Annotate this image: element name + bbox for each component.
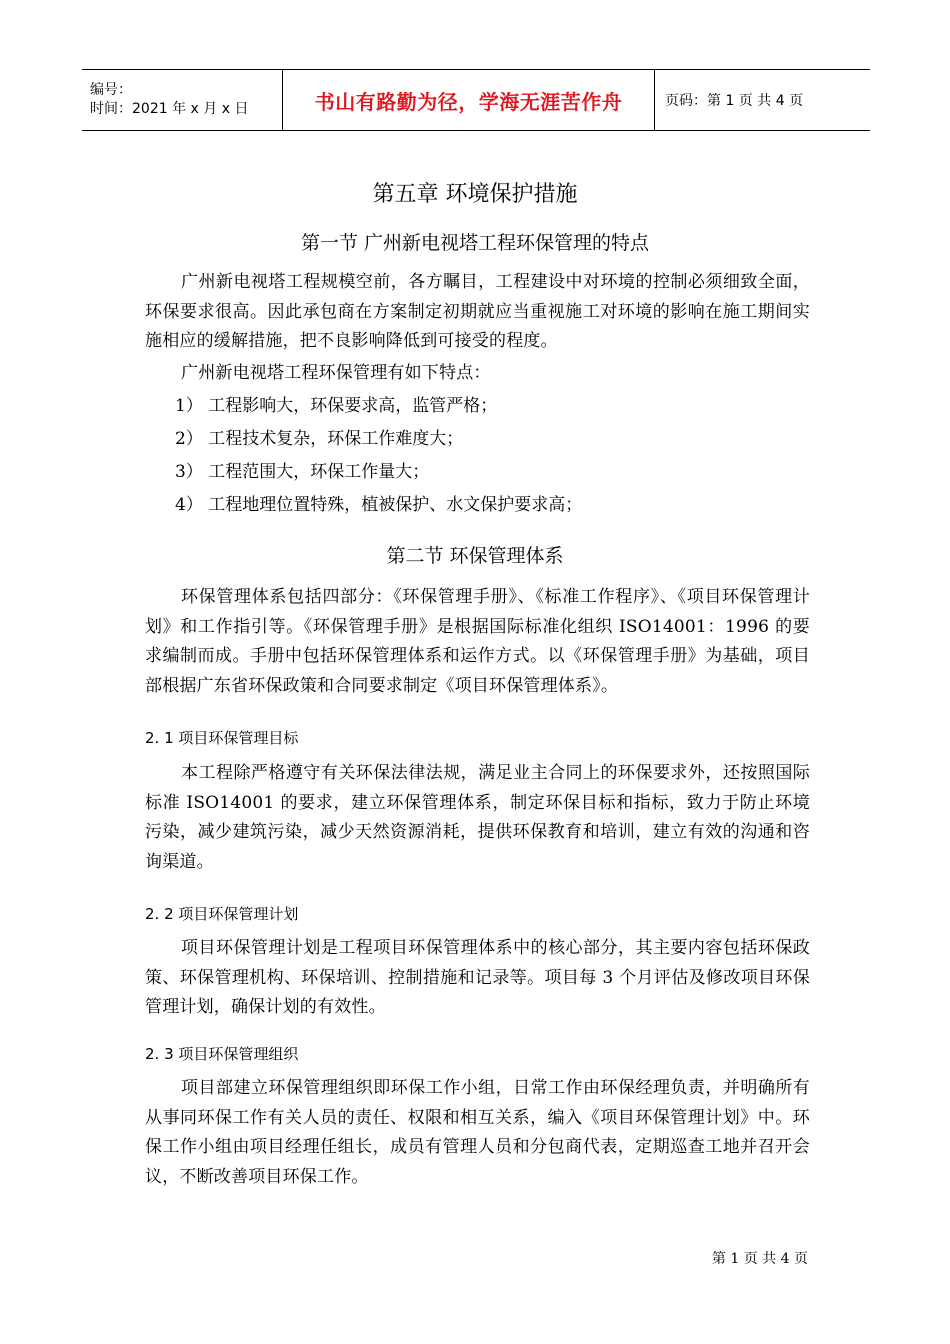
list-item: 2） 工程技术复杂，环保工作难度大； <box>175 428 464 449</box>
page-footer: 第 1 页 共 4 页 <box>711 1251 808 1267</box>
section2-paragraph-2: 本工程除严格遵守有关环保法律法规，满足业主合同上的环保要求外，还按照国际标准 ISO14001 的要求，建立环保管理体系，制定环保目标和指标，致力于防止环境污染，减少建筑污染，减少天然资源消耗，提供环保教育和培训，建立有效的沟通和咨询渠道。 <box>145 763 810 872</box>
section2-body <box>145 583 810 701</box>
header-page-cell <box>655 70 870 130</box>
list-item: 3） 工程范围大，环保工作量大； <box>175 461 430 482</box>
section2-paragraph-1: 环保管理体系包括四部分：《环保管理手册》、《标准工作程序》、《项目环保管理计划》和工作指引等。《环保管理手册》是根据国际标准化组织 ISO14001：1996 的要求编制而成。手册中包括环保管理体系和运作方式。以《环保管理手册》为基础，项目部根据广东省环保政策和合同要求制定《项目环保管理体系》。 <box>145 587 810 696</box>
section2-heading: 第二节 环保管理体系 <box>386 545 564 567</box>
subsection-2-2-body <box>145 934 810 1023</box>
header-motto: 书山有路勤为径，学海无涯苦作舟 <box>314 89 623 114</box>
list-item: 1） 工程影响大，环保要求高，监管严格； <box>175 395 498 416</box>
section1-paragraph-1: 广州新电视塔工程规模空前，各方瞩目，工程建设中对环境的控制必须细致全面，环保要求很高。因此承包商在方案制定初期就应当重视施工对环境的影响在施工期间实施相应的缓解措施，把不良影响降低到可接受的程度。 <box>145 272 810 351</box>
document-number-label: 编号： <box>90 82 132 98</box>
subsection-2-3-body <box>145 1074 810 1192</box>
subsection-2-1-heading: 2. 1 项目环保管理目标 <box>145 729 299 747</box>
section1-body <box>145 268 810 522</box>
header-left-cell <box>82 70 282 130</box>
chapter-title: 第五章 环境保护措施 <box>372 182 578 207</box>
page-header <box>82 69 870 131</box>
section2-paragraph-3: 项目环保管理计划是工程项目环保管理体系中的核心部分，其主要内容包括环保政策、环保管理机构、环保培训、控制措施和记录等。项目每 3 个月评估及修改项目环保管理计划，确保计划的有效性。 <box>145 938 810 1017</box>
document-date-label: 时间：2021 年 x 月 x 日 <box>90 101 249 117</box>
subsection-2-1-body <box>145 759 810 877</box>
header-motto-cell <box>282 70 655 130</box>
subsection-2-3-heading: 2. 3 项目环保管理组织 <box>145 1045 299 1063</box>
section1-heading: 第一节 广州新电视塔工程环保管理的特点 <box>300 232 650 254</box>
list-item: 4） 工程地理位置特殊，植被保护、水文保护要求高； <box>175 494 583 515</box>
section2-paragraph-4: 项目部建立环保管理组织即环保工作小组，日常工作由环保经理负责，并明确所有从事同环保工作有关人员的责任、权限和相互关系，编入《项目环保管理计划》中。环保工作小组由项目经理任组长，成员有管理人员和分包商代表，定期巡查工地并召开会议，不断改善项目环保工作。 <box>145 1078 810 1187</box>
header-page-number: 页码：第 1 页 共 4 页 <box>665 93 804 109</box>
subsection-2-2-heading: 2. 2 项目环保管理计划 <box>145 905 299 923</box>
section1-paragraph-2: 广州新电视塔工程环保管理有如下特点： <box>181 362 491 383</box>
